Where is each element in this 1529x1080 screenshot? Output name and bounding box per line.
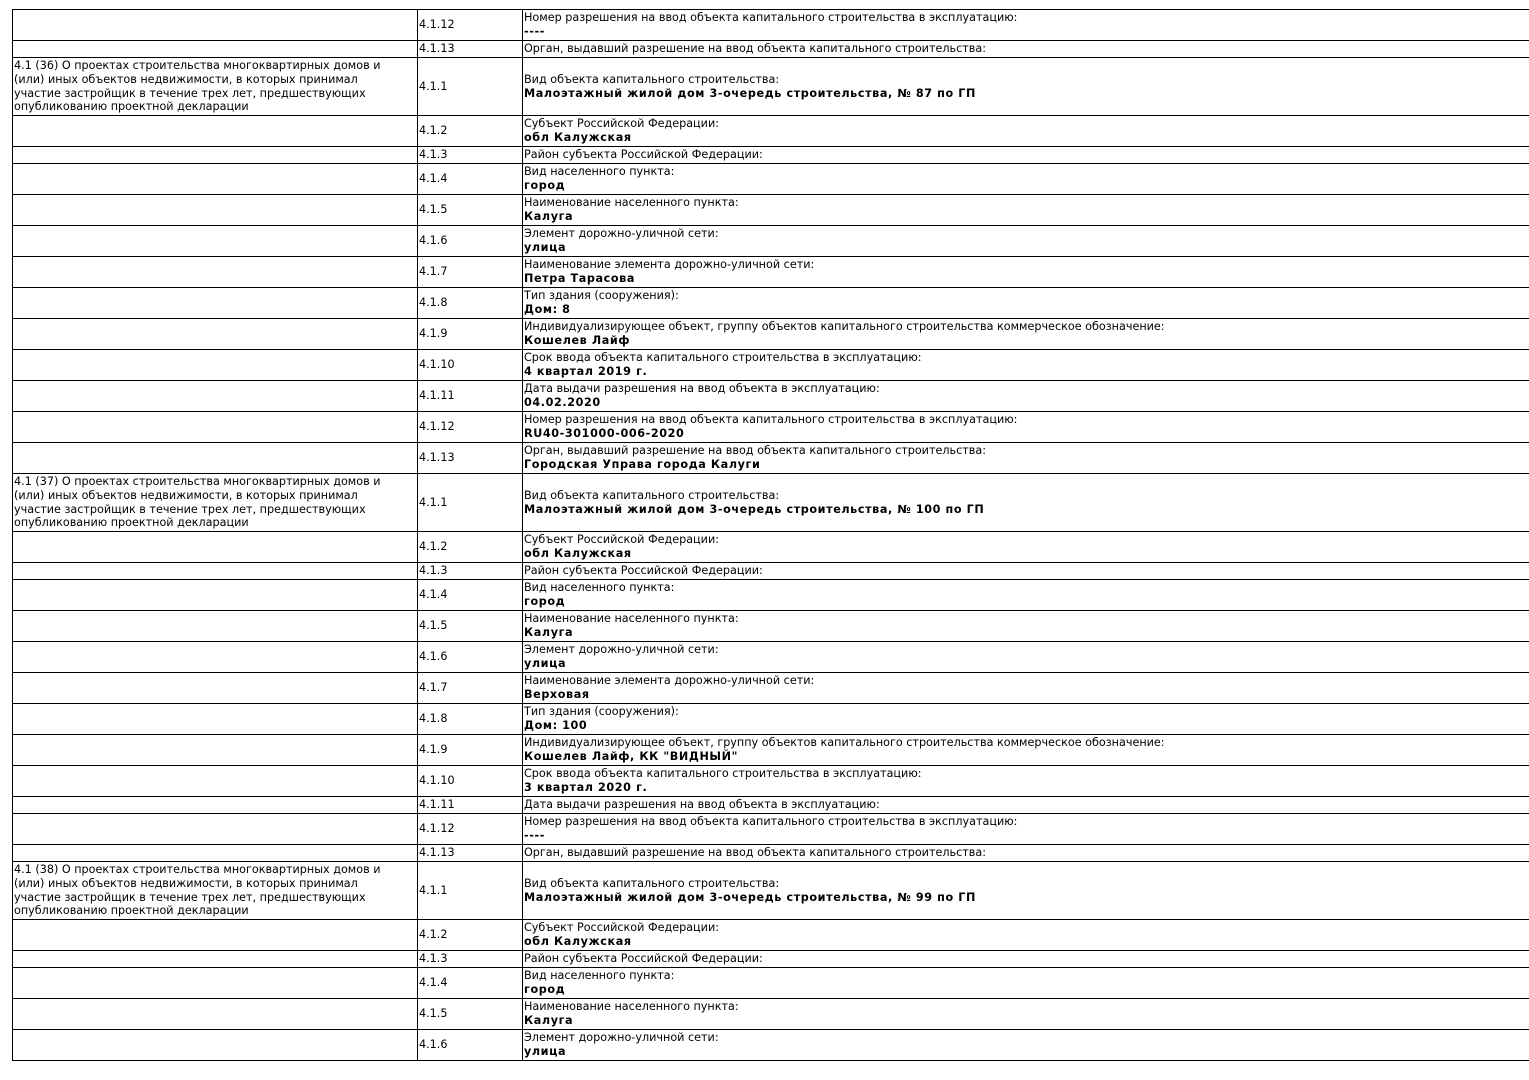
item-content <box>523 580 1529 611</box>
item-label: Наименование элемента дорожно-уличной сети: <box>524 674 815 688</box>
table-row <box>13 116 1529 147</box>
section-cell <box>13 968 418 999</box>
item-code: 4.1.2 <box>418 116 523 147</box>
item-label: Орган, выдавший разрешение на ввод объекта капитального строительства: <box>524 42 986 56</box>
section-cell <box>13 766 418 797</box>
item-value: город <box>524 595 566 608</box>
item-value: обл Калужская <box>524 547 632 560</box>
table-row <box>13 443 1529 474</box>
section-cell <box>13 319 418 350</box>
item-value: 3 квартал 2020 г. <box>524 781 648 794</box>
item-value: улица <box>524 657 567 670</box>
section-heading: 4.1 (36) О проектах строительства многоквартирных домов и (или) иных объектов недвижимости, в которых принимал участие застройщик в течение трех лет, предшествующих опубликованию проектной декларации <box>13 58 418 116</box>
item-content <box>523 41 1529 58</box>
item-label: Тип здания (сооружения): <box>524 705 679 719</box>
item-label: Орган, выдавший разрешение на ввод объекта капитального строительства: <box>524 846 986 860</box>
table-row <box>13 642 1529 673</box>
item-content <box>523 443 1529 474</box>
item-value: Малоэтажный жилой дом 3-очередь строительства, № 87 по ГП <box>524 86 976 100</box>
table-row <box>13 862 1529 920</box>
item-code: 4.1.11 <box>418 381 523 412</box>
item-value: город <box>524 983 566 996</box>
section-cell <box>13 704 418 735</box>
item-content <box>523 735 1529 766</box>
item-content <box>523 642 1529 673</box>
section-cell <box>13 147 418 164</box>
item-label: Элемент дорожно-уличной сети: <box>524 227 719 241</box>
item-code: 4.1.7 <box>418 673 523 704</box>
item-content <box>523 704 1529 735</box>
item-code: 4.1.8 <box>418 288 523 319</box>
table-row <box>13 532 1529 563</box>
item-content <box>523 1030 1529 1061</box>
section-cell <box>13 381 418 412</box>
item-label: Наименование населенного пункта: <box>524 1000 739 1014</box>
item-label: Вид населенного пункта: <box>524 165 675 179</box>
item-code: 4.1.9 <box>418 735 523 766</box>
section-cell <box>13 673 418 704</box>
item-code: 4.1.5 <box>418 611 523 642</box>
item-label: Тип здания (сооружения): <box>524 289 679 303</box>
table-row <box>13 673 1529 704</box>
item-content <box>523 412 1529 443</box>
item-content <box>523 226 1529 257</box>
item-label: Дата выдачи разрешения на ввод объекта в эксплуатацию: <box>524 798 880 812</box>
item-content <box>523 474 1529 532</box>
section-cell <box>13 10 418 41</box>
item-code: 4.1.1 <box>418 474 523 532</box>
table-row <box>13 797 1529 814</box>
table-row <box>13 1030 1529 1061</box>
item-content <box>523 766 1529 797</box>
section-cell <box>13 797 418 814</box>
item-value: ---- <box>524 829 545 842</box>
item-value: ---- <box>524 25 545 38</box>
table-row <box>13 58 1529 116</box>
table-row <box>13 735 1529 766</box>
item-label: Район субъекта Российской Федерации: <box>524 564 763 578</box>
item-value: Калуга <box>524 1014 574 1027</box>
table-row <box>13 704 1529 735</box>
section-heading: 4.1 (37) О проектах строительства многоквартирных домов и (или) иных объектов недвижимости, в которых принимал участие застройщик в течение трех лет, предшествующих опубликованию проектной декларации <box>13 474 418 532</box>
table-row <box>13 920 1529 951</box>
table-row <box>13 412 1529 443</box>
item-label: Индивидуализирующее объект, группу объектов капитального строительства коммерческое обозначение: <box>524 736 1165 750</box>
section-cell <box>13 443 418 474</box>
item-content <box>523 968 1529 999</box>
item-code: 4.1.3 <box>418 563 523 580</box>
item-content <box>523 257 1529 288</box>
item-label: Срок ввода объекта капитального строительства в эксплуатацию: <box>524 767 922 781</box>
section-cell <box>13 845 418 862</box>
table-row <box>13 580 1529 611</box>
table-row <box>13 474 1529 532</box>
item-code: 4.1.13 <box>418 443 523 474</box>
item-value: Малоэтажный жилой дом 3-очередь строительства, № 99 по ГП <box>524 890 976 904</box>
declaration-table <box>12 9 1529 1061</box>
item-content <box>523 288 1529 319</box>
item-code: 4.1.7 <box>418 257 523 288</box>
item-label: Вид населенного пункта: <box>524 969 675 983</box>
section-cell <box>13 532 418 563</box>
item-content <box>523 999 1529 1030</box>
table-row <box>13 195 1529 226</box>
item-code: 4.1.4 <box>418 164 523 195</box>
item-code: 4.1.10 <box>418 766 523 797</box>
section-cell <box>13 563 418 580</box>
table-row <box>13 968 1529 999</box>
item-content <box>523 10 1529 41</box>
section-cell <box>13 814 418 845</box>
table-row <box>13 611 1529 642</box>
item-label: Субъект Российской Федерации: <box>524 533 719 547</box>
item-value: Кошелев Лайф <box>524 334 631 347</box>
item-label: Номер разрешения на ввод объекта капитального строительства в эксплуатацию: <box>524 815 1018 829</box>
table-row <box>13 563 1529 580</box>
section-cell <box>13 412 418 443</box>
item-value: улица <box>524 241 567 254</box>
item-label: Дата выдачи разрешения на ввод объекта в эксплуатацию: <box>524 382 880 396</box>
table-row <box>13 845 1529 862</box>
item-content <box>523 532 1529 563</box>
item-label: Субъект Российской Федерации: <box>524 921 719 935</box>
section-cell <box>13 999 418 1030</box>
item-label: Наименование населенного пункта: <box>524 196 739 210</box>
item-code: 4.1.5 <box>418 195 523 226</box>
item-content <box>523 611 1529 642</box>
item-value: Городская Управа города Калуги <box>524 458 761 471</box>
item-label: Субъект Российской Федерации: <box>524 117 719 131</box>
item-value: обл Калужская <box>524 131 632 144</box>
item-value: обл Калужская <box>524 935 632 948</box>
item-content <box>523 845 1529 862</box>
section-cell <box>13 1030 418 1061</box>
section-cell <box>13 611 418 642</box>
item-content <box>523 164 1529 195</box>
item-value: Дом: 100 <box>524 719 588 732</box>
section-cell <box>13 226 418 257</box>
table-row <box>13 951 1529 968</box>
item-code: 4.1.11 <box>418 797 523 814</box>
section-cell <box>13 195 418 226</box>
item-code: 4.1.12 <box>418 10 523 41</box>
item-value: RU40-301000-006-2020 <box>524 427 685 440</box>
item-value: 4 квартал 2019 г. <box>524 365 648 378</box>
table-row <box>13 41 1529 58</box>
item-content <box>523 195 1529 226</box>
item-label: Элемент дорожно-уличной сети: <box>524 1031 719 1045</box>
table-row <box>13 381 1529 412</box>
item-content <box>523 350 1529 381</box>
item-value: Калуга <box>524 626 574 639</box>
item-label: Номер разрешения на ввод объекта капитального строительства в эксплуатацию: <box>524 413 1018 427</box>
item-code: 4.1.5 <box>418 999 523 1030</box>
item-label: Вид объекта капитального строительства: <box>524 488 780 502</box>
item-label: Элемент дорожно-уличной сети: <box>524 643 719 657</box>
item-code: 4.1.13 <box>418 41 523 58</box>
item-value: город <box>524 179 566 192</box>
item-label: Наименование населенного пункта: <box>524 612 739 626</box>
section-heading: 4.1 (38) О проектах строительства многоквартирных домов и (или) иных объектов недвижимости, в которых принимал участие застройщик в течение трех лет, предшествующих опубликованию проектной декларации <box>13 862 418 920</box>
section-cell <box>13 951 418 968</box>
section-cell <box>13 257 418 288</box>
section-cell <box>13 350 418 381</box>
item-code: 4.1.3 <box>418 147 523 164</box>
item-content <box>523 319 1529 350</box>
section-cell <box>13 288 418 319</box>
item-label: Вид объекта капитального строительства: <box>524 876 780 890</box>
item-label: Индивидуализирующее объект, группу объектов капитального строительства коммерческое обозначение: <box>524 320 1165 334</box>
item-code: 4.1.6 <box>418 1030 523 1061</box>
table-row <box>13 814 1529 845</box>
table-row <box>13 10 1529 41</box>
item-content <box>523 381 1529 412</box>
item-content <box>523 951 1529 968</box>
item-code: 4.1.3 <box>418 951 523 968</box>
item-label: Район субъекта Российской Федерации: <box>524 952 763 966</box>
item-label: Вид объекта капитального строительства: <box>524 72 780 86</box>
item-label: Орган, выдавший разрешение на ввод объекта капитального строительства: <box>524 444 986 458</box>
item-value: Кошелев Лайф, КК "ВИДНЫЙ" <box>524 750 738 763</box>
item-value: Калуга <box>524 210 574 223</box>
table-row <box>13 164 1529 195</box>
table-row <box>13 226 1529 257</box>
section-cell <box>13 735 418 766</box>
item-content <box>523 862 1529 920</box>
item-value: Петра Тарасова <box>524 272 635 285</box>
table-row <box>13 999 1529 1030</box>
table-row <box>13 257 1529 288</box>
item-value: Малоэтажный жилой дом 3-очередь строительства, № 100 по ГП <box>524 502 985 516</box>
item-code: 4.1.1 <box>418 862 523 920</box>
item-content <box>523 673 1529 704</box>
item-code: 4.1.9 <box>418 319 523 350</box>
table-row <box>13 766 1529 797</box>
item-label: Номер разрешения на ввод объекта капитального строительства в эксплуатацию: <box>524 11 1018 25</box>
item-code: 4.1.12 <box>418 412 523 443</box>
item-content <box>523 797 1529 814</box>
item-value: улица <box>524 1045 567 1058</box>
table-row <box>13 288 1529 319</box>
item-content <box>523 147 1529 164</box>
item-content <box>523 814 1529 845</box>
item-content <box>523 920 1529 951</box>
item-label: Наименование элемента дорожно-уличной сети: <box>524 258 815 272</box>
section-cell <box>13 164 418 195</box>
item-content <box>523 116 1529 147</box>
item-code: 4.1.4 <box>418 580 523 611</box>
item-value: Дом: 8 <box>524 303 571 316</box>
item-value: Верховая <box>524 688 590 701</box>
section-cell <box>13 580 418 611</box>
item-code: 4.1.8 <box>418 704 523 735</box>
item-label: Вид населенного пункта: <box>524 581 675 595</box>
item-label: Срок ввода объекта капитального строительства в эксплуатацию: <box>524 351 922 365</box>
item-code: 4.1.10 <box>418 350 523 381</box>
item-code: 4.1.2 <box>418 532 523 563</box>
item-code: 4.1.6 <box>418 642 523 673</box>
item-label: Район субъекта Российской Федерации: <box>524 148 763 162</box>
item-content <box>523 58 1529 116</box>
item-content <box>523 563 1529 580</box>
item-code: 4.1.1 <box>418 58 523 116</box>
item-code: 4.1.4 <box>418 968 523 999</box>
section-cell <box>13 116 418 147</box>
item-code: 4.1.13 <box>418 845 523 862</box>
table-row <box>13 147 1529 164</box>
table-row <box>13 350 1529 381</box>
section-cell <box>13 920 418 951</box>
section-cell <box>13 41 418 58</box>
item-value: 04.02.2020 <box>524 396 601 409</box>
item-code: 4.1.2 <box>418 920 523 951</box>
section-cell <box>13 642 418 673</box>
table-row <box>13 319 1529 350</box>
item-code: 4.1.6 <box>418 226 523 257</box>
item-code: 4.1.12 <box>418 814 523 845</box>
